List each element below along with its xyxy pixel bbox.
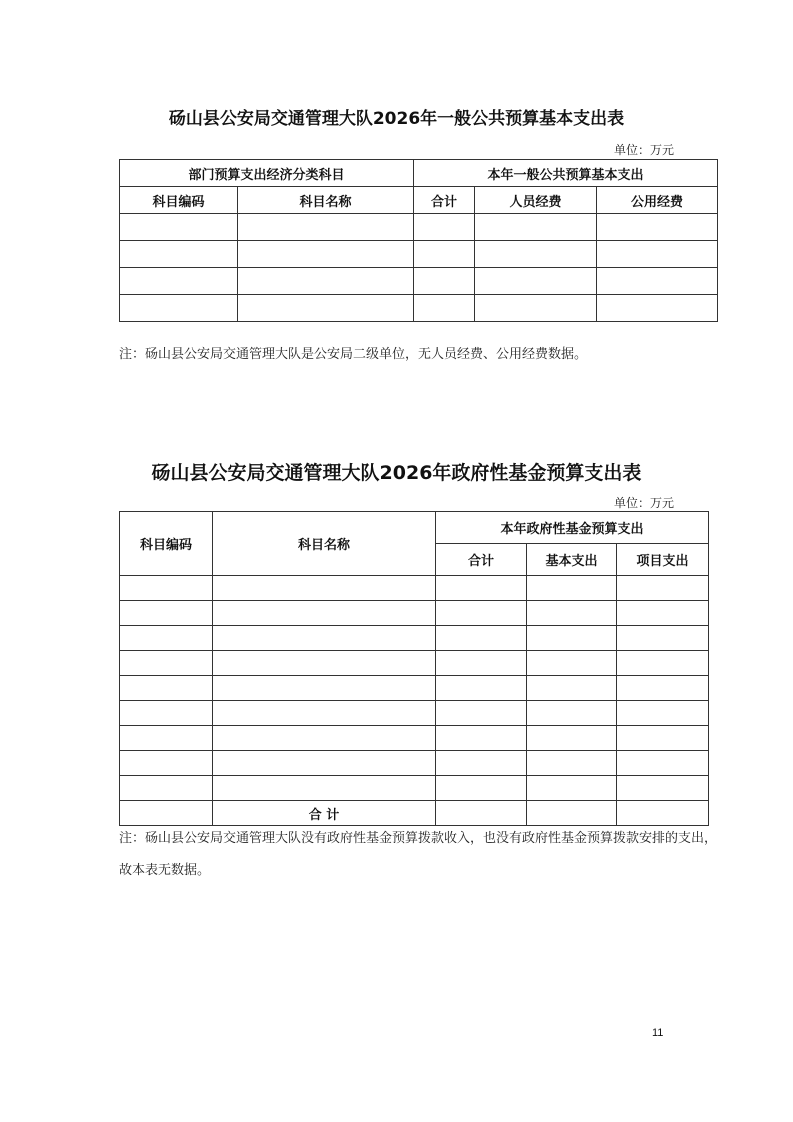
table-cell bbox=[527, 626, 617, 651]
table-cell bbox=[527, 726, 617, 751]
table2-group-right: 本年政府性基金预算支出 bbox=[436, 512, 709, 544]
table2-title: 砀山县公安局交通管理大队2026年政府性基金预算支出表 bbox=[151, 462, 642, 484]
table-row bbox=[120, 576, 709, 601]
table1-col-personnel: 人员经费 bbox=[475, 187, 597, 214]
table-cell bbox=[617, 576, 709, 601]
table2-col-total: 合计 bbox=[436, 544, 527, 576]
table-cell bbox=[213, 751, 436, 776]
table-cell bbox=[120, 214, 238, 241]
table-cell bbox=[475, 214, 597, 241]
table-cell bbox=[120, 801, 213, 826]
table-cell bbox=[213, 701, 436, 726]
table-cell bbox=[213, 726, 436, 751]
table-cell bbox=[436, 676, 527, 701]
table-cell bbox=[527, 651, 617, 676]
table-cell bbox=[213, 626, 436, 651]
table-cell bbox=[475, 268, 597, 295]
table1-unit: 单位：万元 bbox=[614, 143, 675, 157]
table-cell bbox=[213, 651, 436, 676]
table-cell bbox=[120, 676, 213, 701]
table-cell bbox=[414, 241, 475, 268]
table-cell bbox=[213, 601, 436, 626]
table-row bbox=[120, 676, 709, 701]
table2-col-code: 科目编码 bbox=[120, 512, 213, 576]
table-row bbox=[120, 776, 709, 801]
table-cell bbox=[527, 801, 617, 826]
table-cell bbox=[527, 776, 617, 801]
table-cell bbox=[597, 214, 718, 241]
table-row bbox=[120, 626, 709, 651]
table-cell bbox=[414, 295, 475, 322]
table1-group-header-row bbox=[120, 160, 718, 187]
table-cell bbox=[238, 241, 414, 268]
table1-col-public: 公用经费 bbox=[597, 187, 718, 214]
table-cell bbox=[617, 726, 709, 751]
table1-col-code: 科目编码 bbox=[120, 187, 238, 214]
table-row bbox=[120, 726, 709, 751]
table-row bbox=[120, 701, 709, 726]
table-cell bbox=[527, 601, 617, 626]
table-cell bbox=[617, 751, 709, 776]
table-cell bbox=[414, 268, 475, 295]
table2-col-project: 项目支出 bbox=[617, 544, 709, 576]
table-cell bbox=[617, 701, 709, 726]
table1-col-total: 合计 bbox=[414, 187, 475, 214]
table-cell bbox=[120, 576, 213, 601]
table2-header-row-1 bbox=[120, 512, 709, 544]
table-cell bbox=[238, 268, 414, 295]
general-budget-basic-expenditure-table bbox=[119, 159, 718, 322]
table-cell bbox=[617, 601, 709, 626]
table1-column-header-row bbox=[120, 187, 718, 214]
table-cell bbox=[475, 295, 597, 322]
table1-title: 砀山县公安局交通管理大队2026年一般公共预算基本支出表 bbox=[168, 109, 625, 129]
table-cell bbox=[527, 701, 617, 726]
table-row bbox=[120, 601, 709, 626]
table-cell bbox=[475, 241, 597, 268]
table2-total-row bbox=[120, 801, 709, 826]
table-cell bbox=[617, 676, 709, 701]
table-cell bbox=[120, 751, 213, 776]
table-cell bbox=[436, 726, 527, 751]
table-cell bbox=[597, 268, 718, 295]
table-cell bbox=[414, 214, 475, 241]
table-cell bbox=[120, 268, 238, 295]
table-cell bbox=[527, 576, 617, 601]
table-cell bbox=[436, 576, 527, 601]
table-row bbox=[120, 268, 718, 295]
table-row bbox=[120, 214, 718, 241]
table-cell bbox=[436, 601, 527, 626]
table-cell bbox=[436, 776, 527, 801]
table-cell bbox=[436, 801, 527, 826]
table-cell bbox=[120, 776, 213, 801]
table-row bbox=[120, 651, 709, 676]
table-cell bbox=[120, 626, 213, 651]
table1-group-right: 本年一般公共预算基本支出 bbox=[414, 160, 718, 187]
table1-col-name: 科目名称 bbox=[238, 187, 414, 214]
table-cell bbox=[617, 651, 709, 676]
table-cell bbox=[436, 751, 527, 776]
table-row bbox=[120, 295, 718, 322]
table1-group-left: 部门预算支出经济分类科目 bbox=[120, 160, 414, 187]
government-fund-budget-expenditure-table bbox=[119, 511, 709, 826]
table-cell bbox=[527, 676, 617, 701]
table-cell bbox=[238, 295, 414, 322]
table-row bbox=[120, 751, 709, 776]
table-cell bbox=[436, 701, 527, 726]
table-cell bbox=[436, 651, 527, 676]
table-cell bbox=[436, 626, 527, 651]
table-cell bbox=[617, 776, 709, 801]
table-cell bbox=[617, 801, 709, 826]
table2-col-name: 科目名称 bbox=[213, 512, 436, 576]
table-row bbox=[120, 241, 718, 268]
table2-col-basic: 基本支出 bbox=[527, 544, 617, 576]
table1-note: 注：砀山县公安局交通管理大队是公安局二级单位，无人员经费、公用经费数据。 bbox=[119, 347, 588, 362]
table-cell bbox=[213, 776, 436, 801]
table-cell bbox=[120, 651, 213, 676]
table2-note: 注：砀山县公安局交通管理大队没有政府性基金预算拨款收入，也没有政府性基金预算拨款安排的支出，故本表无数据。 bbox=[119, 831, 718, 878]
table2-total-label: 合 计 bbox=[213, 801, 436, 826]
table-cell bbox=[617, 626, 709, 651]
table-cell bbox=[213, 676, 436, 701]
table-cell bbox=[120, 601, 213, 626]
table-cell bbox=[597, 241, 718, 268]
table-cell bbox=[238, 214, 414, 241]
page-number: 11 bbox=[652, 1027, 664, 1039]
table2-unit: 单位：万元 bbox=[614, 496, 675, 510]
table-cell bbox=[120, 701, 213, 726]
table-cell bbox=[527, 751, 617, 776]
table-cell bbox=[213, 576, 436, 601]
table-cell bbox=[120, 295, 238, 322]
table-cell bbox=[120, 726, 213, 751]
table-cell bbox=[597, 295, 718, 322]
table-cell bbox=[120, 241, 238, 268]
